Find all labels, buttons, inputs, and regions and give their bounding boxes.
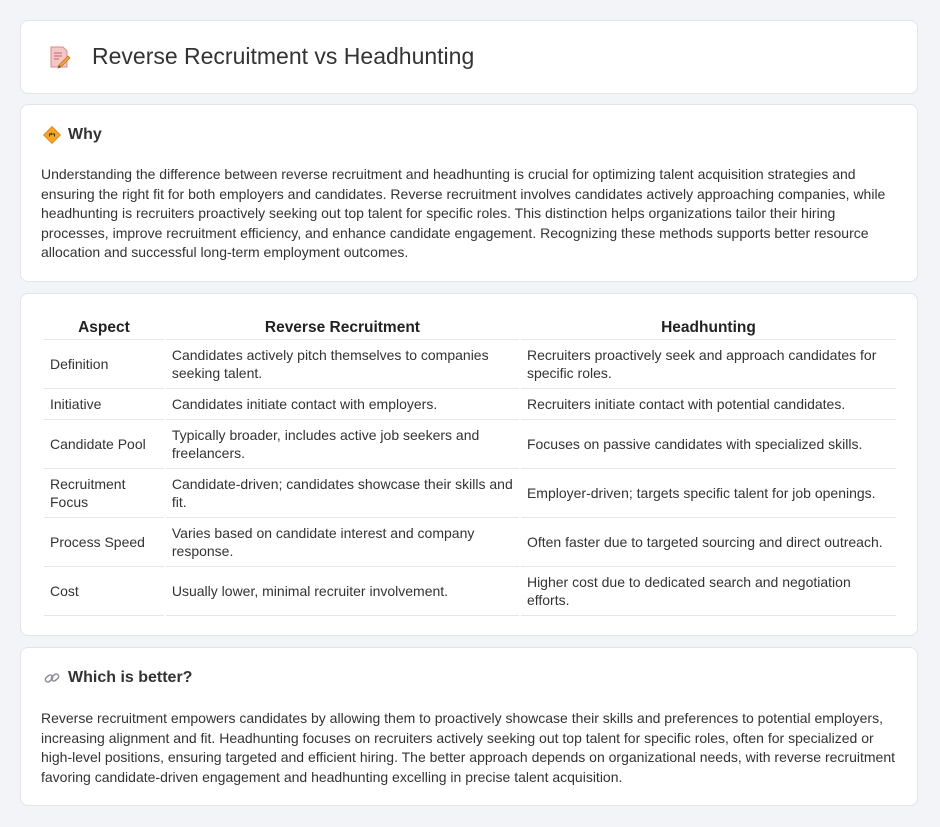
page-title: Reverse Recruitment vs Headhunting xyxy=(92,43,475,69)
column-header-reverse-recruitment: Reverse Recruitment xyxy=(166,316,519,340)
headhunting-cell: Focuses on passive candidates with specialized skills. xyxy=(521,420,896,469)
table-row xyxy=(44,420,896,469)
reverse-recruitment-cell: Candidate-driven; candidates showcase their skills and fit. xyxy=(166,469,519,518)
aspect-cell: Recruitment Focus xyxy=(44,469,164,518)
table-row xyxy=(44,389,896,420)
table-row xyxy=(44,469,896,518)
document-pencil-icon xyxy=(46,44,72,70)
link-icon xyxy=(43,669,61,687)
aspect-cell: Candidate Pool xyxy=(44,420,164,469)
aspect-cell: Process Speed xyxy=(44,518,164,567)
headhunting-cell: Higher cost due to dedicated search and negotiation efforts. xyxy=(521,567,896,616)
reverse-recruitment-cell: Varies based on candidate interest and company response. xyxy=(166,518,519,567)
column-header-aspect: Aspect xyxy=(44,316,164,340)
why-heading-row xyxy=(43,126,102,144)
better-heading: Which is better? xyxy=(68,669,193,686)
table-header-row xyxy=(44,316,896,340)
column-header-headhunting: Headhunting xyxy=(521,316,896,340)
table-row xyxy=(44,340,896,389)
why-card xyxy=(20,104,918,282)
table-row xyxy=(44,567,896,616)
headhunting-cell: Often faster due to targeted sourcing and direct outreach. xyxy=(521,518,896,567)
headhunting-cell: Employer-driven; targets specific talent for job openings. xyxy=(521,469,896,518)
reverse-recruitment-cell: Typically broader, includes active job seekers and freelancers. xyxy=(166,420,519,469)
better-paragraph: Reverse recruitment empowers candidates by allowing them to proactively showcase their skills and preferences to potential employers, increasing alignment and fit. Headhunting focuses on recruiters actively seeking out top talent for specific roles, often for specialized or high-level positions, ensuring targeted and efficient hiring. The better approach depends on organizational needs, with reverse recruitment favoring candidate-driven engagement and headhunting excelling in precise talent acquisition. xyxy=(41,710,896,785)
better-heading-row xyxy=(43,669,192,687)
comparison-table xyxy=(42,316,898,616)
comparison-card xyxy=(20,293,918,636)
title-row xyxy=(46,43,474,70)
why-heading: Why xyxy=(68,126,102,143)
headhunting-cell: Recruiters proactively seek and approach candidates for specific roles. xyxy=(521,340,896,389)
reverse-recruitment-cell: Candidates actively pitch themselves to companies seeking talent. xyxy=(166,340,519,389)
road-sign-icon xyxy=(43,126,61,144)
table-row xyxy=(44,518,896,567)
headhunting-cell: Recruiters initiate contact with potential candidates. xyxy=(521,389,896,420)
aspect-cell: Initiative xyxy=(44,389,164,420)
reverse-recruitment-cell: Candidates initiate contact with employers. xyxy=(166,389,519,420)
which-better-card xyxy=(20,647,918,806)
aspect-cell: Cost xyxy=(44,567,164,616)
aspect-cell: Definition xyxy=(44,340,164,389)
reverse-recruitment-cell: Usually lower, minimal recruiter involvement. xyxy=(166,567,519,616)
title-card xyxy=(20,20,918,94)
why-paragraph: Understanding the difference between reverse recruitment and headhunting is crucial for optimizing talent acquisition strategies and ensuring the right fit for both employers and candidates. Reverse recruitment involves candidates actively approaching companies, while headhunting is recruiters proactively seeking out top talent for specific roles. This distinction helps organizations tailor their hiring processes, improve recruitment efficiency, and enhance candidate engagement. Recognizing these methods supports better resource allocation and successful long-term employment outcomes. xyxy=(41,166,886,261)
